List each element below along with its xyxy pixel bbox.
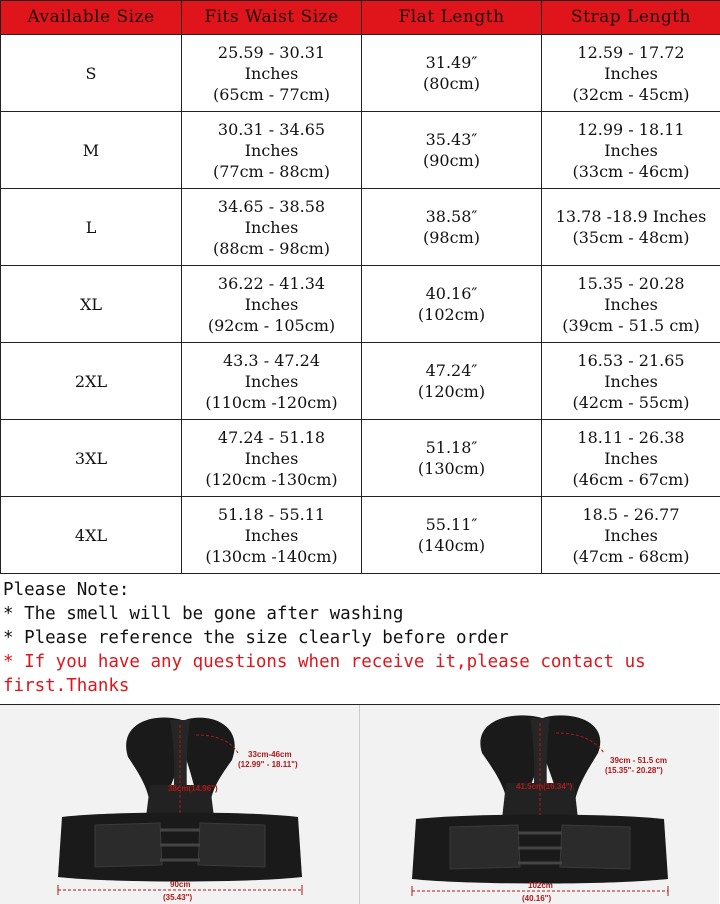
header-strap-length: Strap Length [542, 1, 720, 35]
header-available-size: Available Size [1, 1, 182, 35]
table-row [1, 112, 720, 189]
waist-cell-line: 25.59 - 30.31 [184, 42, 359, 63]
right-strap-label: 39cm - 51.5 cm [610, 756, 667, 765]
size-cell: 3XL [1, 420, 182, 497]
size-cell: M [1, 112, 182, 189]
note-contact: * If you have any questions when receive it,please contact us first.Thanks [3, 650, 717, 698]
strap-length-cell [542, 420, 720, 497]
waist-cell-line: (130cm -140cm) [184, 546, 359, 567]
waist-cell-line: 36.22 - 41.34 [184, 273, 359, 294]
flat-length-cell-line: 35.43″ [364, 129, 539, 150]
header-fits-waist-size: Fits Waist Size [182, 1, 362, 35]
waist-cell-line: 30.31 - 34.65 [184, 119, 359, 140]
posture-corrector-image-alt [360, 705, 720, 904]
size-cell: 4XL [1, 497, 182, 574]
strap-length-cell [542, 35, 720, 112]
strap-length-cell-line: 12.99 - 18.11 [544, 119, 718, 140]
strap-length-cell-line: (47cm - 68cm) [544, 546, 718, 567]
flat-length-cell [362, 266, 542, 343]
waist-cell-line: (92cm - 105cm) [184, 315, 359, 336]
waist-cell [182, 112, 362, 189]
table-row [1, 189, 720, 266]
waist-cell-line: 43.3 - 47.24 [184, 350, 359, 371]
strap-length-cell [542, 497, 720, 574]
strap-length-cell [542, 266, 720, 343]
flat-length-cell [362, 343, 542, 420]
notes-title: Please Note: [3, 578, 717, 602]
strap-length-cell-line: Inches [544, 294, 718, 315]
waist-cell-line: Inches [184, 63, 359, 84]
flat-length-cell-line: 31.49″ [364, 52, 539, 73]
strap-length-cell [542, 189, 720, 266]
waist-cell-line: 51.18 - 55.11 [184, 504, 359, 525]
size-cell: XL [1, 266, 182, 343]
flat-length-cell-line: 38.58″ [364, 206, 539, 227]
right-strap-label-in: (15.35"- 20.28") [605, 766, 663, 775]
flat-length-cell [362, 189, 542, 266]
size-table-header [1, 1, 720, 35]
left-back-label: 38cm(14.96") [168, 784, 218, 793]
flat-length-cell-line: 55.11″ [364, 514, 539, 535]
left-strap-label: 33cm-46cm [248, 750, 292, 759]
waist-cell-line: (77cm - 88cm) [184, 161, 359, 182]
waist-cell [182, 343, 362, 420]
product-photos [0, 704, 720, 904]
strap-length-cell-line: Inches [544, 525, 718, 546]
table-row [1, 343, 720, 420]
right-width-label: 102cm [528, 881, 553, 890]
strap-length-cell-line: (32cm - 45cm) [544, 84, 718, 105]
flat-length-cell-line: (80cm) [364, 73, 539, 94]
size-table-body [1, 35, 720, 574]
flat-length-cell-line: (140cm) [364, 535, 539, 556]
flat-length-cell-line: 40.16″ [364, 283, 539, 304]
waist-cell-line: 47.24 - 51.18 [184, 427, 359, 448]
flat-length-cell [362, 112, 542, 189]
flat-length-cell [362, 35, 542, 112]
waist-cell [182, 35, 362, 112]
size-cell: 2XL [1, 343, 182, 420]
note-washing: * The smell will be gone after washing [3, 602, 717, 626]
strap-length-cell-line: Inches [544, 140, 718, 161]
left-strap-label-in: (12.99" - 18.11") [238, 760, 298, 769]
strap-length-cell-line: 13.78 -18.9 Inches [544, 206, 718, 227]
size-cell: S [1, 35, 182, 112]
waist-cell-line: (88cm - 98cm) [184, 238, 359, 259]
table-row [1, 497, 720, 574]
waist-cell-line: Inches [184, 525, 359, 546]
waist-cell-line: Inches [184, 217, 359, 238]
posture-corrector-image [0, 705, 359, 904]
waist-cell [182, 189, 362, 266]
flat-length-cell-line: (130cm) [364, 458, 539, 479]
note-size-reference: * Please reference the size clearly before order [3, 626, 717, 650]
table-row [1, 35, 720, 112]
strap-length-cell-line: (35cm - 48cm) [544, 227, 718, 248]
strap-length-cell-line: 16.53 - 21.65 [544, 350, 718, 371]
strap-length-cell-line: Inches [544, 371, 718, 392]
header-flat-length: Flat Length [362, 1, 542, 35]
waist-cell [182, 497, 362, 574]
strap-length-cell-line: Inches [544, 63, 718, 84]
waist-cell [182, 266, 362, 343]
flat-length-cell-line: (98cm) [364, 227, 539, 248]
waist-cell-line: (65cm - 77cm) [184, 84, 359, 105]
waist-cell-line: Inches [184, 140, 359, 161]
strap-length-cell-line: (33cm - 46cm) [544, 161, 718, 182]
product-photo-large [360, 705, 719, 904]
strap-length-cell-line: Inches [544, 448, 718, 469]
strap-length-cell-line: (39cm - 51.5 cm) [544, 315, 718, 336]
strap-length-cell-line: 15.35 - 20.28 [544, 273, 718, 294]
right-back-label: 41.5cm(16.34") [516, 782, 573, 791]
product-photo-small [0, 705, 360, 904]
left-width-label-in: (35.43") [163, 893, 192, 902]
waist-cell-line: Inches [184, 294, 359, 315]
strap-length-cell-line: (42cm - 55cm) [544, 392, 718, 413]
right-width-label-in: (40.16") [522, 894, 551, 903]
flat-length-cell-line: 51.18″ [364, 437, 539, 458]
left-width-label: 90cm [170, 880, 190, 889]
table-row [1, 420, 720, 497]
waist-cell-line: Inches [184, 448, 359, 469]
waist-cell-line: 34.65 - 38.58 [184, 196, 359, 217]
strap-length-cell-line: 12.59 - 17.72 [544, 42, 718, 63]
strap-length-cell-line: (46cm - 67cm) [544, 469, 718, 490]
notes-section [3, 578, 717, 698]
strap-length-cell-line: 18.11 - 26.38 [544, 427, 718, 448]
flat-length-cell-line: 47.24″ [364, 360, 539, 381]
waist-cell-line: Inches [184, 371, 359, 392]
strap-length-cell [542, 343, 720, 420]
flat-length-cell [362, 420, 542, 497]
waist-cell-line: (120cm -130cm) [184, 469, 359, 490]
table-row [1, 266, 720, 343]
strap-length-cell [542, 112, 720, 189]
flat-length-cell-line: (120cm) [364, 381, 539, 402]
waist-cell [182, 420, 362, 497]
flat-length-cell-line: (90cm) [364, 150, 539, 171]
waist-cell-line: (110cm -120cm) [184, 392, 359, 413]
flat-length-cell [362, 497, 542, 574]
flat-length-cell-line: (102cm) [364, 304, 539, 325]
size-cell: L [1, 189, 182, 266]
strap-length-cell-line: 18.5 - 26.77 [544, 504, 718, 525]
